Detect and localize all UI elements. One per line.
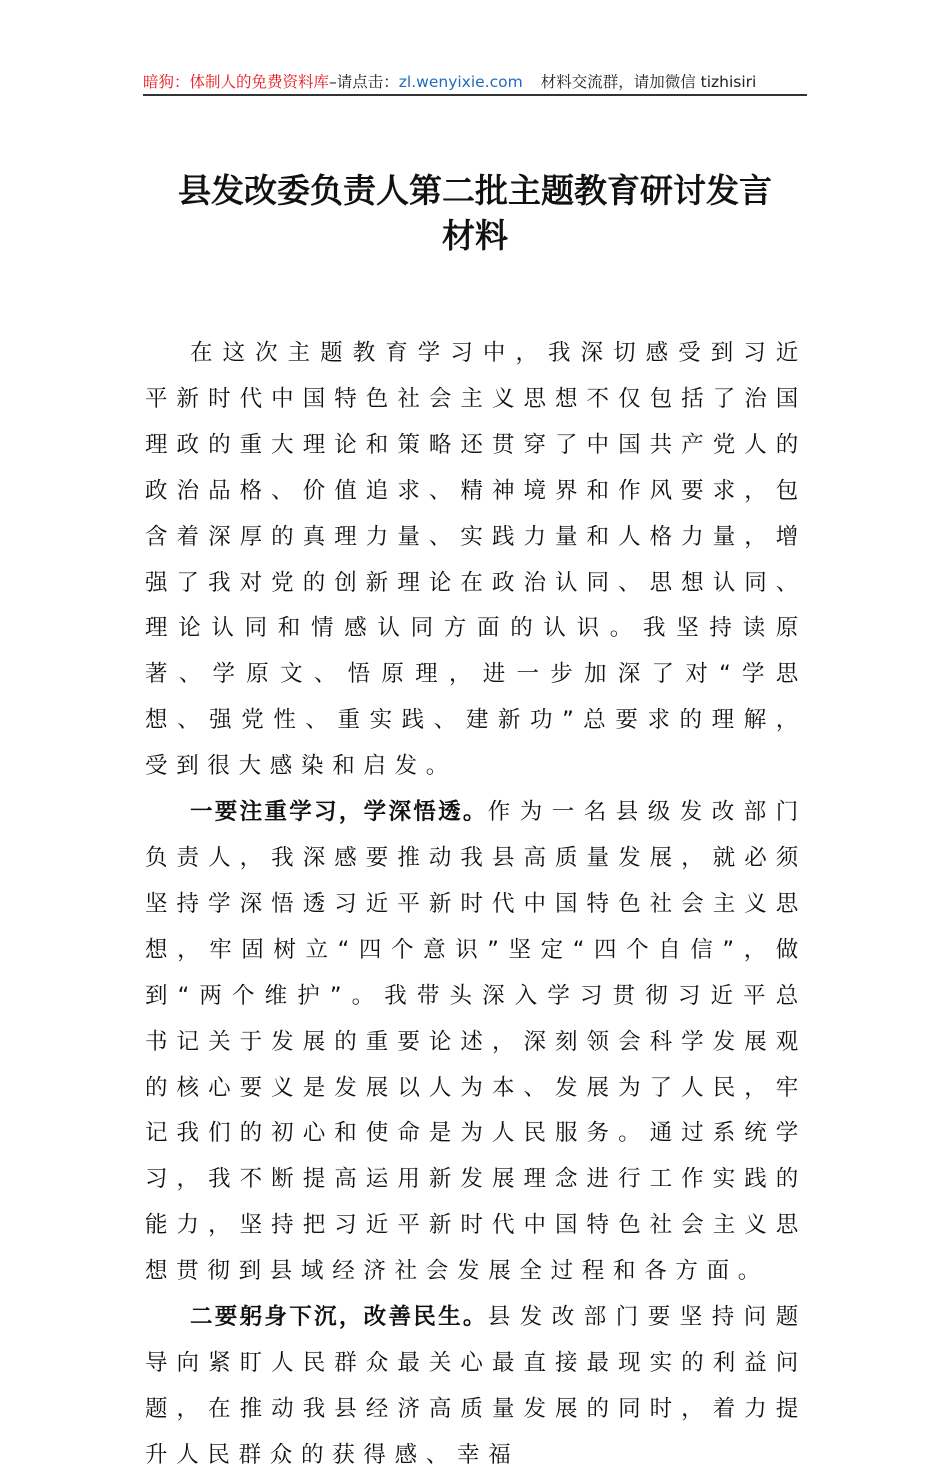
brand-link[interactable]: 暗狗：体制人的免费资料库 — [143, 73, 330, 91]
document-body — [145, 331, 807, 1479]
paragraph-text: 作为一名县级发改部门负责人，我深感要推动我县高质量发展，就必须坚持学深悟透习近平新时代中国特色社会主义思想，牢固树立“四个意识”坚定“四个自信”，做到“两个维护”。我带头深入学习贯彻习近平总书记关于发展的重要论述，深刻领会科学发展观的核心要义是发展以人为本、发展为了人民，牢记我们的初心和使命是为人民服务。通过系统学习，我不断提高运用新发展理念进行工作实践的能力，坚持把习近平新时代中国特色社会主义思想贯彻到县域经济社会发展全过程和各方面。 — [145, 799, 807, 1285]
site-url-link[interactable]: zl.wenyixie.com — [398, 73, 523, 91]
document-title-continued: 材料 — [442, 216, 508, 255]
document-title: 县发改委负责人第二批主题教育研讨发言 — [178, 171, 772, 210]
header-divider — [143, 94, 807, 96]
paragraph-text: 在这次主题教育学习中，我深切感受到习近平新时代中国特色社会主义思想不仅包括了治国理政的重大理论和策略还贯穿了中国共产党人的政治品格、价值追求、精神境界和作风要求，包含着深厚的真理力量、实践力量和人格力量，增强了我对党的创新理论在政治认同、思想认同、理论认同和情感认同方面的认识。我坚持读原著、学原文、悟原理，进一步加深了对“学思想、强党性、重实践、建新功”总要求的理解，受到很大感染和启发。 — [145, 340, 807, 780]
paragraph-point-1 — [145, 790, 807, 1295]
paragraph-heading: 一要注重学习，学深悟透。 — [190, 799, 488, 826]
click-prompt: –请点击： — [329, 73, 399, 91]
watermark-header — [143, 70, 807, 94]
paragraph-point-2 — [145, 1295, 807, 1479]
contact-text: 材料交流群，请加微信 tizhisiri — [540, 73, 757, 91]
paragraph-intro — [145, 331, 807, 790]
paragraph-heading: 二要躬身下沉，改善民生。 — [190, 1304, 488, 1331]
paragraph-text: 县发改部门要坚持问题导向紧盯人民群众最关心最直接最现实的利益问题，在推动我县经济高质量发展的同时，着力提升人民群众的获得感、幸福 — [145, 1304, 807, 1468]
